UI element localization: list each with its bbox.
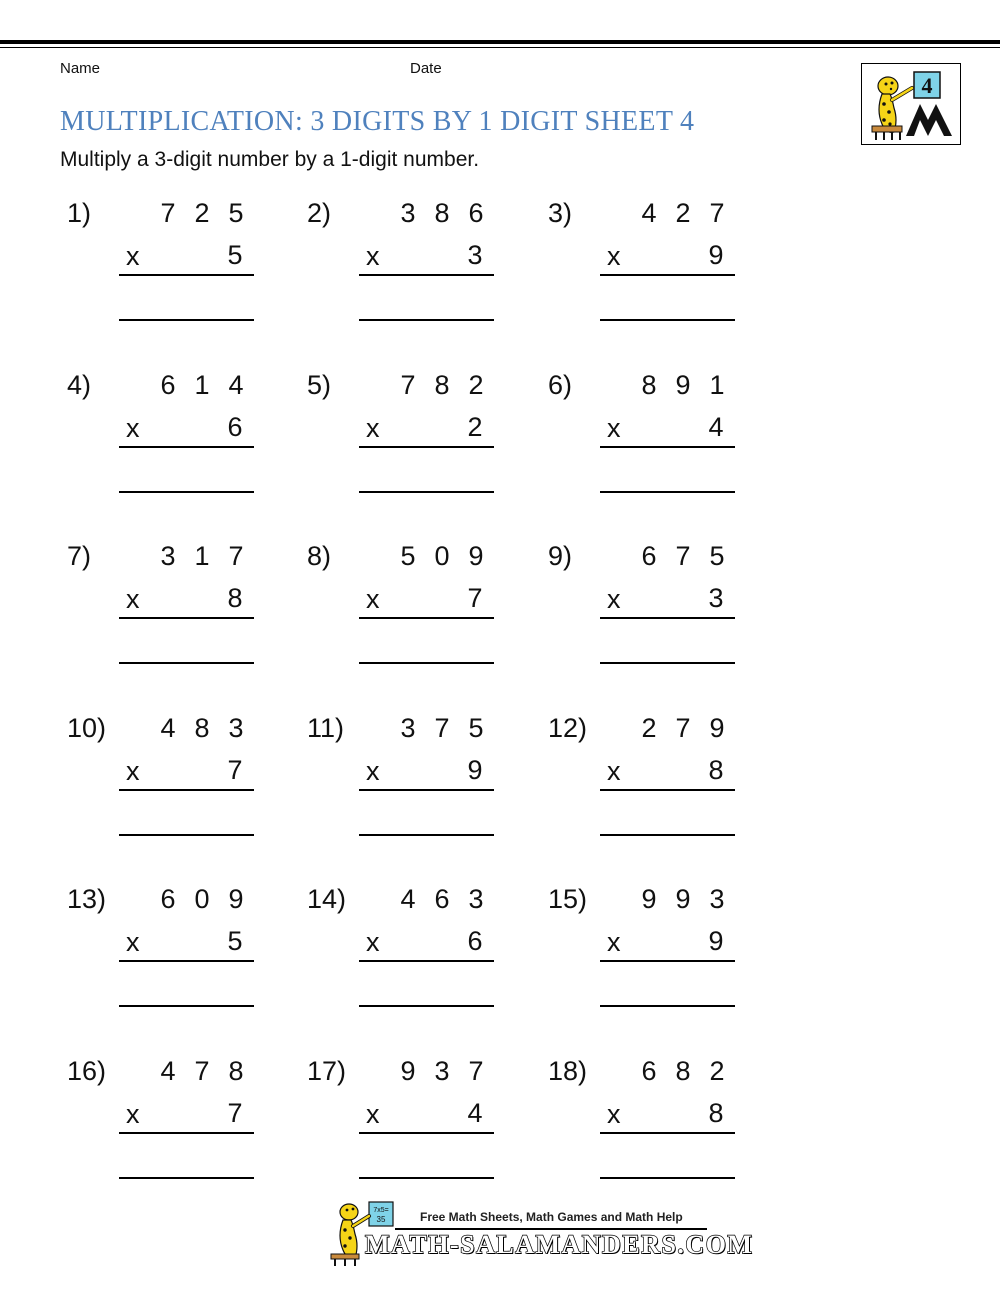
multiplicand-digit: 0 [194,884,210,914]
problem-number: 5) [307,370,332,400]
multiplicand-digit: 3 [709,884,725,914]
worksheet-instructions: Multiply a 3-digit number by a 1-digit number. [60,148,480,171]
problem-4 [67,370,267,520]
problem-2 [307,198,507,348]
answer-line[interactable] [600,491,735,493]
problem-number: 16) [67,1056,107,1086]
site-footer [325,1198,754,1268]
multiplicand-digit: 6 [641,1056,657,1086]
problem-rule [600,617,735,619]
problem-rule [600,446,735,448]
multiplier-digit: 6 [227,412,243,442]
multiplier-digit: 6 [467,926,483,956]
footer-formula-bottom: 35 [376,1215,386,1224]
multiplicand-digit: 2 [641,713,657,743]
answer-line[interactable] [600,1177,735,1179]
multiplicand-digit: 8 [228,1056,244,1086]
multiplicand-digit: 7 [675,541,691,571]
problem-5 [307,370,507,520]
date-field-label: Date [410,60,442,77]
multiplicand-digit: 2 [468,370,484,400]
times-sign: x [607,241,621,271]
multiplicand-digit: 9 [468,541,484,571]
problem-rule [600,274,735,276]
problem-rule [359,789,494,791]
answer-line[interactable] [359,662,494,664]
problem-number: 4) [67,370,92,400]
problem-rule [600,1132,735,1134]
answer-line[interactable] [600,662,735,664]
times-sign: x [126,1099,140,1129]
times-sign: x [366,927,380,957]
multiplier-digit: 2 [467,412,483,442]
problem-rule [119,617,254,619]
multiplicand-digit: 4 [160,1056,176,1086]
multiplier-digit: 3 [467,240,483,270]
problem-rule [359,960,494,962]
problem-7 [67,541,267,691]
multiplicand-digit: 3 [400,713,416,743]
answer-line[interactable] [119,1177,254,1179]
multiplicand-digit: 0 [434,541,450,571]
multiplier-digit: 8 [708,755,724,785]
times-sign: x [607,1099,621,1129]
multiplier-digit: 9 [467,755,483,785]
problem-number: 6) [548,370,573,400]
multiplicand-digit: 2 [194,198,210,228]
multiplicand-digit: 6 [468,198,484,228]
problem-rule [119,789,254,791]
times-sign: x [366,241,380,271]
times-sign: x [126,241,140,271]
multiplicand-digit: 5 [400,541,416,571]
multiplier-digit: 4 [708,412,724,442]
header-rule-thick [0,40,1000,44]
multiplicand-digit: 7 [160,198,176,228]
footer-brand-link[interactable]: MATH-SALAMANDERS.COM [365,1230,754,1259]
multiplier-digit: 9 [708,926,724,956]
multiplicand-digit: 3 [160,541,176,571]
answer-line[interactable] [600,1005,735,1007]
times-sign: x [607,413,621,443]
answer-line[interactable] [600,319,735,321]
footer-tagline: Free Math Sheets, Math Games and Math Help [420,1210,683,1224]
multiplicand-digit: 3 [434,1056,450,1086]
header-rule-thin [0,47,1000,48]
problem-rule [359,446,494,448]
problem-18 [548,1056,748,1206]
multiplicand-digit: 6 [641,541,657,571]
problem-number: 7) [67,541,92,571]
answer-line[interactable] [119,834,254,836]
multiplicand-digit: 8 [434,370,450,400]
problem-12 [548,713,748,863]
answer-line[interactable] [359,834,494,836]
problem-rule [359,617,494,619]
times-sign: x [126,413,140,443]
multiplicand-digit: 4 [641,198,657,228]
multiplier-digit: 4 [467,1098,483,1128]
multiplier-digit: 7 [227,755,243,785]
multiplicand-digit: 9 [675,370,691,400]
problem-15 [548,884,748,1034]
multiplier-digit: 7 [227,1098,243,1128]
problem-6 [548,370,748,520]
salamander-mascot-icon [862,64,960,144]
answer-line[interactable] [119,491,254,493]
multiplier-digit: 3 [708,583,724,613]
multiplicand-digit: 9 [709,713,725,743]
multiplicand-digit: 6 [160,884,176,914]
multiplicand-digit: 4 [228,370,244,400]
multiplicand-digit: 7 [228,541,244,571]
multiplicand-digit: 7 [434,713,450,743]
worksheet-title: MULTIPLICATION: 3 DIGITS BY 1 DIGIT SHEET 4 [60,106,695,137]
multiplier-digit: 5 [227,240,243,270]
multiplicand-digit: 2 [709,1056,725,1086]
problem-13 [67,884,267,1034]
problem-number: 17) [307,1056,347,1086]
multiplier-digit: 8 [227,583,243,613]
multiplicand-digit: 8 [641,370,657,400]
problem-rule [359,274,494,276]
problem-rule [600,789,735,791]
problem-rule [119,274,254,276]
problem-number: 18) [548,1056,588,1086]
problem-rule [119,960,254,962]
multiplicand-digit: 9 [641,884,657,914]
problem-number: 14) [307,884,347,914]
times-sign: x [366,1099,380,1129]
grade-logo [861,63,961,145]
footer-formula-top: 7x5= [373,1207,389,1214]
multiplicand-digit: 7 [400,370,416,400]
answer-line[interactable] [600,834,735,836]
multiplier-digit: 5 [227,926,243,956]
multiplicand-digit: 3 [468,884,484,914]
times-sign: x [366,584,380,614]
problem-3 [548,198,748,348]
times-sign: x [366,756,380,786]
problem-16 [67,1056,267,1206]
multiplicand-digit: 9 [675,884,691,914]
times-sign: x [607,756,621,786]
multiplier-digit: 8 [708,1098,724,1128]
problem-number: 11) [307,713,345,743]
multiplicand-digit: 7 [709,198,725,228]
multiplicand-digit: 6 [434,884,450,914]
problem-10 [67,713,267,863]
multiplicand-digit: 4 [160,713,176,743]
grade-number: 4 [921,73,933,98]
problem-17 [307,1056,507,1206]
multiplicand-digit: 4 [400,884,416,914]
problem-9 [548,541,748,691]
times-sign: x [607,584,621,614]
answer-line[interactable] [119,1005,254,1007]
answer-line[interactable] [359,491,494,493]
problem-1 [67,198,267,348]
problem-rule [359,1132,494,1134]
multiplicand-digit: 1 [194,541,210,571]
multiplicand-digit: 9 [400,1056,416,1086]
multiplicand-digit: 8 [434,198,450,228]
problem-8 [307,541,507,691]
name-field-label: Name [60,60,101,77]
multiplier-digit: 7 [467,583,483,613]
problem-number: 3) [548,198,573,228]
multiplicand-digit: 7 [468,1056,484,1086]
multiplier-digit: 9 [708,240,724,270]
multiplicand-digit: 6 [160,370,176,400]
problem-rule [119,1132,254,1134]
times-sign: x [126,584,140,614]
multiplicand-digit: 7 [194,1056,210,1086]
times-sign: x [607,927,621,957]
answer-line[interactable] [119,662,254,664]
times-sign: x [126,756,140,786]
problem-rule [119,446,254,448]
problem-rule [600,960,735,962]
problem-number: 8) [307,541,332,571]
multiplicand-digit: 5 [228,198,244,228]
multiplicand-digit: 8 [194,713,210,743]
multiplicand-digit: 7 [675,713,691,743]
answer-line[interactable] [359,319,494,321]
problem-number: 15) [548,884,588,914]
problem-14 [307,884,507,1034]
problem-number: 9) [548,541,573,571]
multiplicand-digit: 9 [228,884,244,914]
problem-number: 13) [67,884,107,914]
multiplicand-digit: 3 [228,713,244,743]
multiplicand-digit: 1 [194,370,210,400]
answer-line[interactable] [119,319,254,321]
problem-number: 12) [548,713,588,743]
problem-number: 10) [67,713,107,743]
times-sign: x [366,413,380,443]
multiplicand-digit: 2 [675,198,691,228]
answer-line[interactable] [359,1005,494,1007]
multiplicand-digit: 8 [675,1056,691,1086]
problem-11 [307,713,507,863]
times-sign: x [126,927,140,957]
multiplicand-digit: 3 [400,198,416,228]
answer-line[interactable] [359,1177,494,1179]
multiplicand-digit: 5 [709,541,725,571]
problem-number: 1) [67,198,92,228]
problem-number: 2) [307,198,332,228]
multiplicand-digit: 1 [709,370,725,400]
multiplicand-digit: 5 [468,713,484,743]
